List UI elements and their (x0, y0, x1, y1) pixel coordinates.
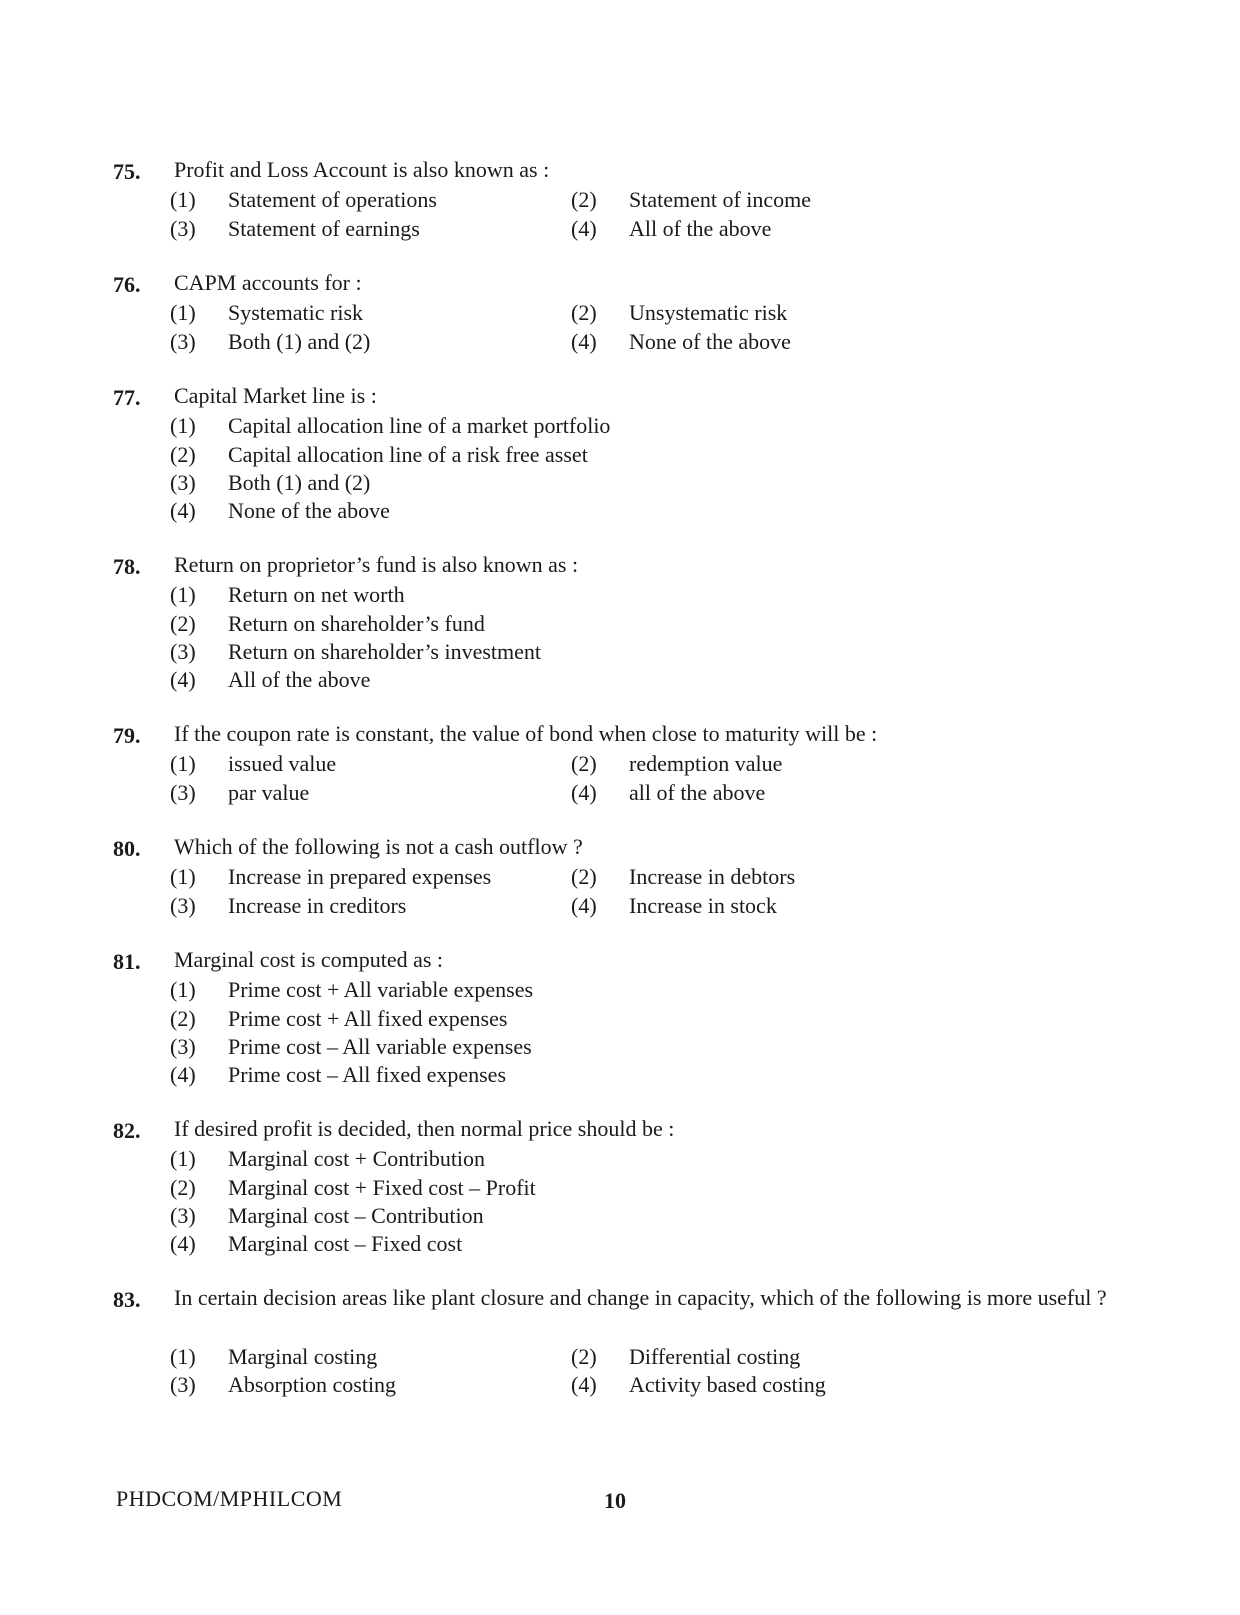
footer-page-number: 10 (604, 1488, 626, 1513)
question-number: 78. (113, 554, 141, 579)
option-text: Statement of income (629, 187, 812, 213)
option-text: All of the above (629, 215, 772, 241)
question-text: Capital Market line is : (174, 383, 377, 408)
question-number: 75. (113, 159, 141, 184)
option-text: Return on net worth (228, 582, 405, 608)
question-text: In certain decision areas like plant closure and change in capacity, which of the following is more useful ? (174, 1285, 1107, 1310)
option-text: Prime cost – All fixed expenses (228, 1062, 507, 1088)
option-number: (4) (170, 667, 196, 693)
option-text: Statement of operations (228, 187, 437, 213)
option-number: (2) (571, 187, 597, 213)
option-text: All of the above (228, 667, 371, 693)
option-number: (2) (571, 751, 597, 777)
option-text: Marginal costing (228, 1343, 378, 1369)
question-text: Return on proprietor’s fund is also known as : (174, 552, 579, 577)
option-number: (1) (170, 582, 196, 608)
question-text: If the coupon rate is constant, the value of bond when close to maturity will be : (174, 721, 878, 746)
question-number: 77. (113, 385, 141, 410)
option-number: (4) (170, 498, 196, 524)
option-number: (3) (170, 1033, 196, 1059)
option-number: (2) (170, 1005, 196, 1031)
option-text: Prime cost + All variable expenses (228, 977, 534, 1003)
option-text: all of the above (629, 779, 766, 805)
option-text: Marginal cost – Contribution (228, 1202, 484, 1228)
question-text: Which of the following is not a cash outflow ? (174, 834, 583, 859)
option-number: (4) (571, 779, 597, 805)
option-text: Systematic risk (228, 300, 364, 326)
option-number: (3) (170, 638, 196, 664)
option-number: (2) (170, 441, 196, 467)
question-number: 79. (113, 723, 141, 748)
option-text: issued value (228, 751, 337, 777)
question-number: 82. (113, 1118, 141, 1143)
option-text: Prime cost – All variable expenses (228, 1033, 532, 1059)
option-text: redemption value (629, 751, 783, 777)
question-text: CAPM accounts for : (174, 270, 362, 295)
option-number: (4) (170, 1231, 196, 1257)
option-text: par value (228, 779, 310, 805)
option-number: (3) (170, 469, 196, 495)
option-text: Increase in prepared expenses (228, 864, 492, 890)
footer-paper-code: PHDCOM/MPHILCOM (116, 1486, 343, 1511)
question-number: 83. (113, 1287, 141, 1312)
option-number: (2) (571, 1343, 597, 1369)
question-number: 80. (113, 836, 141, 861)
option-number: (1) (170, 1146, 196, 1172)
option-text: Statement of earnings (228, 215, 420, 241)
option-text: Both (1) and (2) (228, 469, 371, 495)
option-number: (3) (170, 1202, 196, 1228)
option-number: (3) (170, 215, 196, 241)
option-number: (3) (170, 328, 196, 354)
option-text: Unsystematic risk (629, 300, 788, 326)
option-text: None of the above (629, 328, 791, 354)
option-number: (4) (571, 328, 597, 354)
option-number: (4) (571, 892, 597, 918)
option-text: Marginal cost – Fixed cost (228, 1231, 463, 1257)
option-text: Differential costing (629, 1343, 801, 1369)
option-number: (1) (170, 187, 196, 213)
option-number: (3) (170, 779, 196, 805)
option-text: Capital allocation line of a risk free asset (228, 441, 588, 467)
question-text: If desired profit is decided, then normal price should be : (174, 1116, 675, 1141)
option-number: (2) (571, 300, 597, 326)
option-number: (4) (571, 215, 597, 241)
option-number: (1) (170, 300, 196, 326)
question-number: 81. (113, 949, 141, 974)
question-text: Marginal cost is computed as : (174, 947, 444, 972)
option-number: (2) (170, 610, 196, 636)
option-text: Return on shareholder’s investment (228, 638, 542, 664)
option-text: Increase in creditors (228, 892, 407, 918)
option-text: Both (1) and (2) (228, 328, 371, 354)
option-number: (3) (170, 892, 196, 918)
option-number: (1) (170, 977, 196, 1003)
option-number: (2) (571, 864, 597, 890)
option-text: Return on shareholder’s fund (228, 610, 485, 636)
option-text: None of the above (228, 498, 390, 524)
option-text: Absorption costing (228, 1371, 397, 1397)
option-text: Capital allocation line of a market portfolio (228, 413, 611, 439)
question-number: 76. (113, 272, 141, 297)
option-text: Marginal cost + Fixed cost – Profit (228, 1174, 536, 1200)
option-number: (1) (170, 864, 196, 890)
option-number: (3) (170, 1371, 196, 1397)
question-text: Profit and Loss Account is also known as : (174, 157, 550, 182)
option-text: Marginal cost + Contribution (228, 1146, 486, 1172)
option-text: Activity based costing (629, 1371, 826, 1397)
option-number: (1) (170, 751, 196, 777)
option-number: (4) (170, 1062, 196, 1088)
option-text: Increase in debtors (629, 864, 796, 890)
option-text: Prime cost + All fixed expenses (228, 1005, 508, 1031)
option-number: (1) (170, 1343, 196, 1369)
option-text: Increase in stock (629, 892, 777, 918)
option-number: (1) (170, 413, 196, 439)
option-number: (2) (170, 1174, 196, 1200)
option-number: (4) (571, 1371, 597, 1397)
